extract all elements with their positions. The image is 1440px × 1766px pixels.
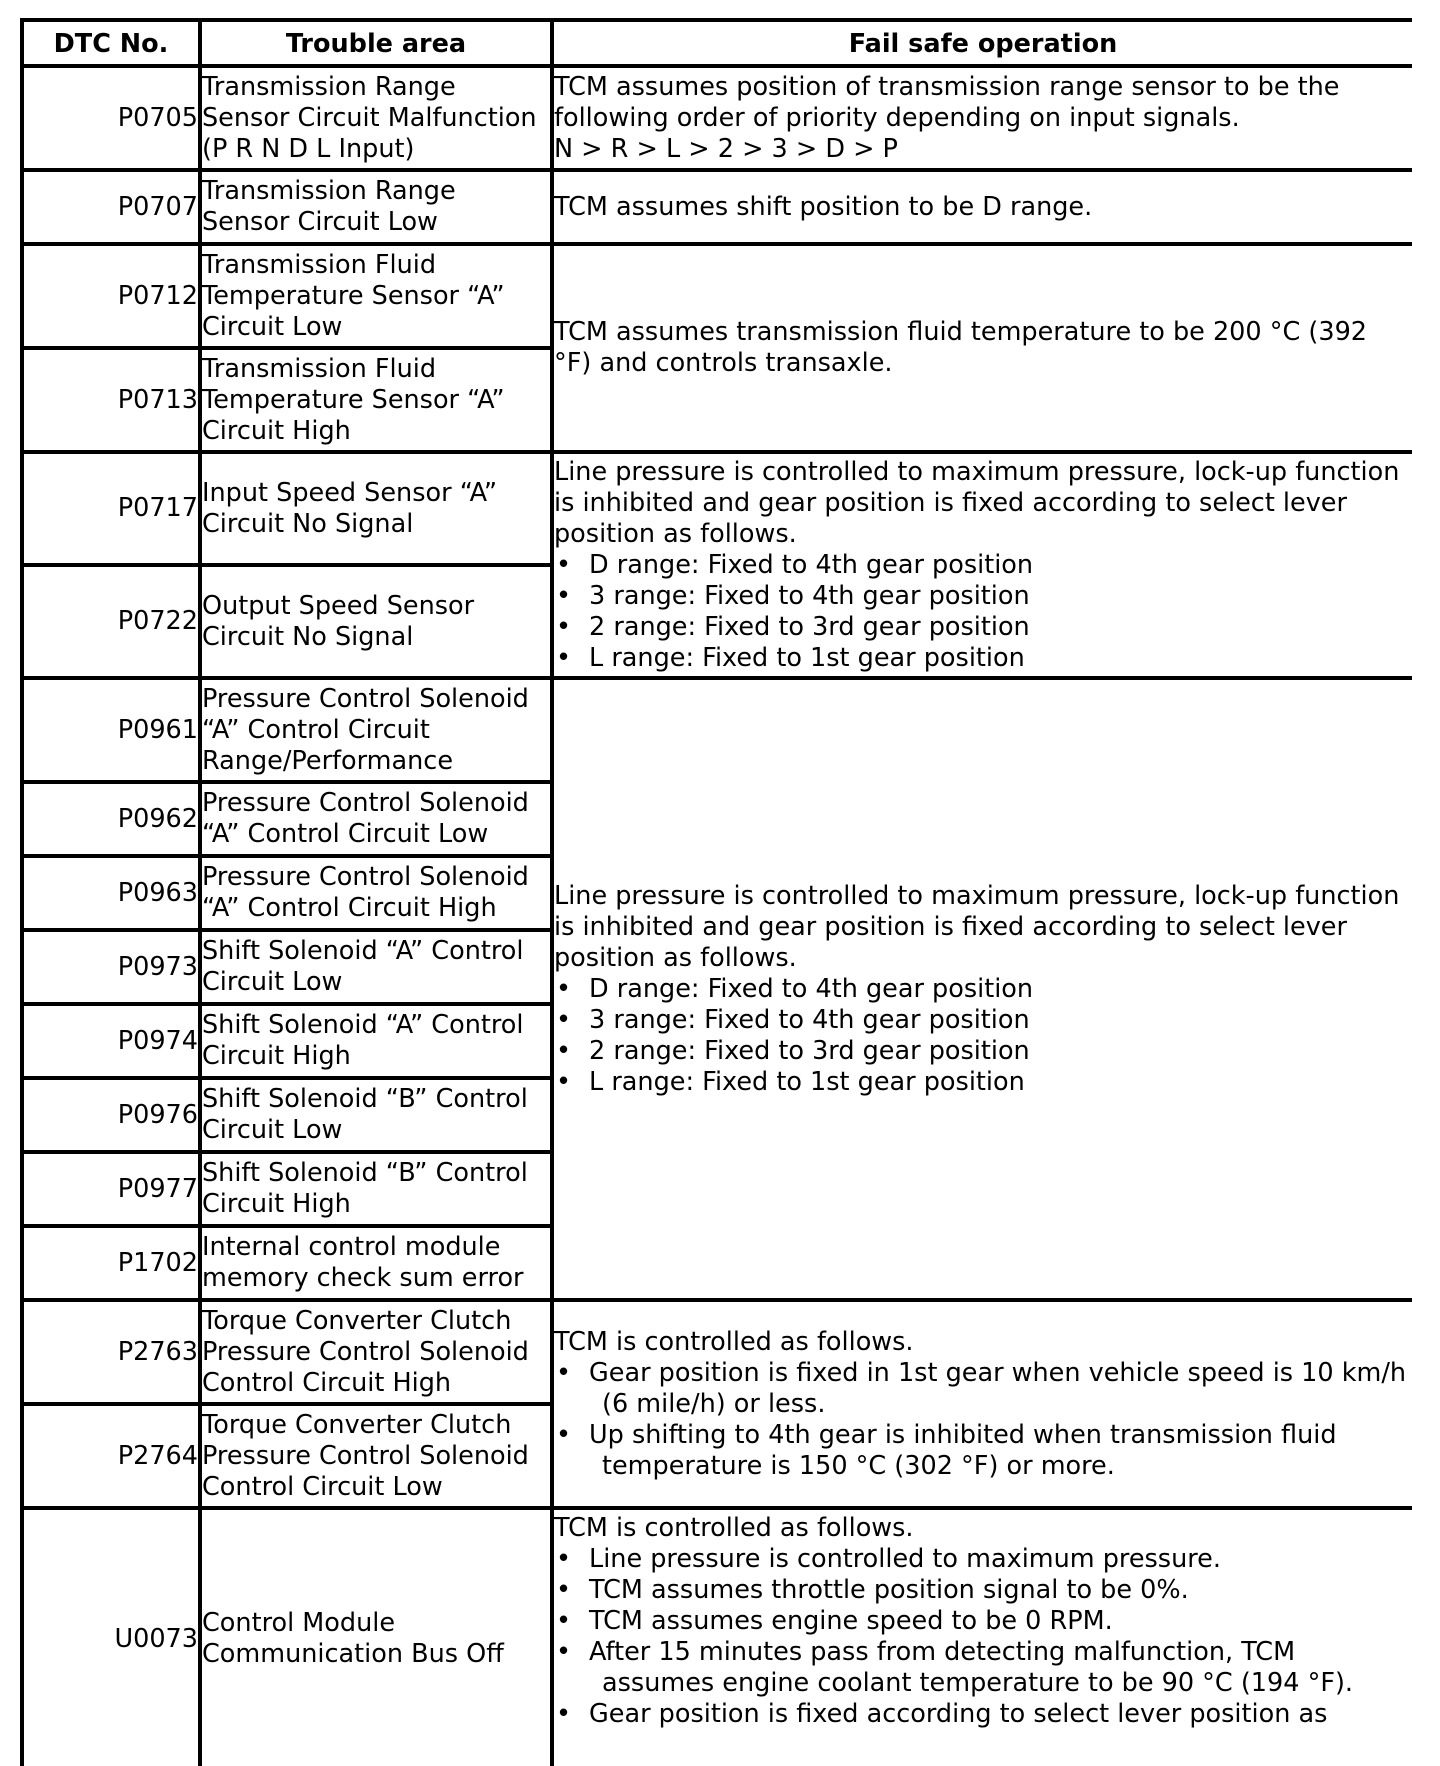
trouble-area-line: Transmission Range	[202, 71, 456, 102]
dtc-fail-safe-document	[20, 18, 1412, 1766]
dtc-code: P0974	[22, 1004, 200, 1078]
trouble-area	[200, 1300, 552, 1404]
trouble-area-line: “A” Control Circuit Low	[202, 819, 489, 849]
trouble-area	[200, 1404, 552, 1508]
trouble-area-line: Output Speed Sensor	[202, 590, 475, 621]
trouble-area-line: Communication Bus Off	[202, 1639, 504, 1669]
list-item: • Up shifting to 4th gear is inhibited when transmission fluid temperature is 150 °C (302 °F) or more.	[554, 1420, 1412, 1482]
dtc-code: P0705	[22, 66, 200, 170]
list-item: • Line pressure is controlled to maximum pressure.	[554, 1544, 1412, 1575]
trouble-area	[200, 856, 552, 930]
fail-safe-operation	[552, 1300, 1412, 1508]
trouble-area-line: Sensor Circuit Malfunction	[202, 102, 537, 133]
trouble-area-line: Circuit High	[202, 415, 351, 446]
list-item: • D range: Fixed to 4th gear position	[554, 550, 1412, 581]
trouble-area	[200, 782, 552, 856]
table-row	[22, 170, 1412, 244]
list-item: • After 15 minutes pass from detecting malfunction, TCM assumes engine coolant temperature to be 90 °C (194 °F).	[554, 1637, 1412, 1699]
trouble-area	[200, 348, 552, 452]
list-item: • Gear position is fixed according to select lever position as	[554, 1699, 1412, 1730]
trouble-area-line: Pressure Control Solenoid	[202, 1440, 529, 1471]
dtc-code: P0963	[22, 856, 200, 930]
list-item: • 3 range: Fixed to 4th gear position	[554, 1005, 1412, 1036]
trouble-area-line: Internal control module	[202, 1232, 501, 1262]
trouble-area-line: Temperature Sensor “A”	[202, 280, 505, 311]
table-row	[22, 244, 1412, 348]
dtc-code: P0976	[22, 1078, 200, 1152]
trouble-area-line: Range/Performance	[202, 745, 454, 776]
trouble-area-line: Pressure Control Solenoid	[202, 862, 529, 892]
trouble-area-line: Control Module	[202, 1608, 396, 1638]
trouble-area-line: Circuit High	[202, 1189, 351, 1219]
trouble-area	[200, 565, 552, 678]
list-item: • TCM assumes engine speed to be 0 RPM.	[554, 1606, 1412, 1637]
fail-safe-operation	[552, 452, 1412, 678]
dtc-code: P0977	[22, 1152, 200, 1226]
list-item: • L range: Fixed to 1st gear position	[554, 643, 1412, 674]
trouble-area-line: Pressure Control Solenoid	[202, 1336, 529, 1367]
table-row	[22, 452, 1412, 565]
trouble-area-line: Shift Solenoid “A” Control	[202, 1010, 524, 1040]
trouble-area-line: Control Circuit High	[202, 1367, 452, 1398]
dtc-code: P0717	[22, 452, 200, 565]
dtc-fail-safe-table	[20, 18, 1412, 1766]
trouble-area-line: Shift Solenoid “B” Control	[202, 1158, 528, 1188]
fail-safe-operation: TCM assumes transmission fluid temperature to be 200 °C (392 °F) and controls transaxle.	[552, 244, 1412, 452]
list-item: • L range: Fixed to 1st gear position	[554, 1067, 1412, 1098]
header-fail-safe-operation: Fail safe operation	[552, 20, 1412, 66]
list-item: • 2 range: Fixed to 3rd gear position	[554, 612, 1412, 643]
bullet-list	[554, 1358, 1412, 1482]
trouble-area-line: Torque Converter Clutch	[202, 1409, 512, 1440]
trouble-area	[200, 452, 552, 565]
dtc-code: U0073	[22, 1508, 200, 1766]
trouble-area	[200, 1226, 552, 1300]
header-trouble-area: Trouble area	[200, 20, 552, 66]
trouble-area-line: Circuit High	[202, 1041, 351, 1071]
bullet-list	[554, 974, 1412, 1098]
table-row	[22, 1508, 1412, 1766]
fail-safe-text: TCM assumes position of transmission range sensor to be the following order of priority depending on input signals.	[554, 71, 1340, 133]
trouble-area-line: “A” Control Circuit High	[202, 893, 497, 923]
list-item: • 2 range: Fixed to 3rd gear position	[554, 1036, 1412, 1067]
trouble-area-line: Circuit Low	[202, 1115, 343, 1145]
dtc-code: P2763	[22, 1300, 200, 1404]
trouble-area	[200, 1508, 552, 1766]
trouble-area-line: Temperature Sensor “A”	[202, 384, 505, 415]
trouble-area	[200, 1004, 552, 1078]
header-dtc-no: DTC No.	[22, 20, 200, 66]
bullet-list	[554, 1544, 1412, 1730]
trouble-area-line: Sensor Circuit Low	[202, 207, 438, 237]
dtc-code: P0707	[22, 170, 200, 244]
dtc-code: P0712	[22, 244, 200, 348]
fail-safe-operation	[552, 66, 1412, 170]
trouble-area-line: Torque Converter Clutch	[202, 1305, 512, 1336]
trouble-area-line: Pressure Control Solenoid	[202, 788, 529, 818]
trouble-area-line: memory check sum error	[202, 1263, 524, 1293]
bullet-list	[554, 550, 1412, 674]
trouble-area-line: Transmission Range	[202, 176, 456, 206]
trouble-area-line: Shift Solenoid “B” Control	[202, 1084, 528, 1114]
list-item: • D range: Fixed to 4th gear position	[554, 974, 1412, 1005]
dtc-code: P0713	[22, 348, 200, 452]
fail-safe-operation	[552, 1508, 1412, 1766]
dtc-code: P1702	[22, 1226, 200, 1300]
trouble-area-line: Circuit No Signal	[202, 508, 414, 539]
trouble-area-line: Circuit Low	[202, 967, 343, 997]
trouble-area-line: Control Circuit Low	[202, 1471, 443, 1502]
fail-safe-text: Line pressure is controlled to maximum pressure, lock-up function is inhibited and gear position is fixed according to select lever position as follows.	[554, 880, 1400, 973]
list-item: • TCM assumes throttle position signal to be 0%.	[554, 1575, 1412, 1606]
fail-safe-text: TCM is controlled as follows.	[554, 1326, 914, 1357]
priority-order: N > R > L > 2 > 3 > D > P	[554, 133, 898, 164]
trouble-area-line: Transmission Fluid	[202, 249, 437, 280]
trouble-area	[200, 1078, 552, 1152]
trouble-area	[200, 1152, 552, 1226]
fail-safe-operation: TCM assumes shift position to be D range.	[552, 170, 1412, 244]
list-item: • Gear position is fixed in 1st gear when vehicle speed is 10 km/h (6 mile/h) or less.	[554, 1358, 1412, 1420]
trouble-area	[200, 244, 552, 348]
table-row	[22, 1300, 1412, 1404]
dtc-code: P0722	[22, 565, 200, 678]
dtc-code: P0962	[22, 782, 200, 856]
trouble-area	[200, 170, 552, 244]
fail-safe-text: Line pressure is controlled to maximum pressure, lock-up function is inhibited and gear position is fixed according to select lever position as follows.	[554, 456, 1400, 549]
fail-safe-operation	[552, 678, 1412, 1300]
list-item: • 3 range: Fixed to 4th gear position	[554, 581, 1412, 612]
trouble-area-line: Shift Solenoid “A” Control	[202, 936, 524, 966]
trouble-area-line: Circuit No Signal	[202, 621, 414, 652]
trouble-area-line: Circuit Low	[202, 311, 343, 342]
table-header-row	[22, 20, 1412, 66]
dtc-code: P0973	[22, 930, 200, 1004]
trouble-area-line: “A” Control Circuit	[202, 714, 430, 745]
trouble-area	[200, 930, 552, 1004]
trouble-area-line: Input Speed Sensor “A”	[202, 477, 498, 508]
dtc-code: P2764	[22, 1404, 200, 1508]
fail-safe-text: TCM is controlled as follows.	[554, 1513, 914, 1543]
trouble-area	[200, 678, 552, 782]
table-row	[22, 66, 1412, 170]
trouble-area-line: Pressure Control Solenoid	[202, 683, 529, 714]
table-row	[22, 678, 1412, 782]
trouble-area-line: (P R N D L Input)	[202, 133, 415, 164]
dtc-code: P0961	[22, 678, 200, 782]
trouble-area-line: Transmission Fluid	[202, 353, 437, 384]
trouble-area	[200, 66, 552, 170]
